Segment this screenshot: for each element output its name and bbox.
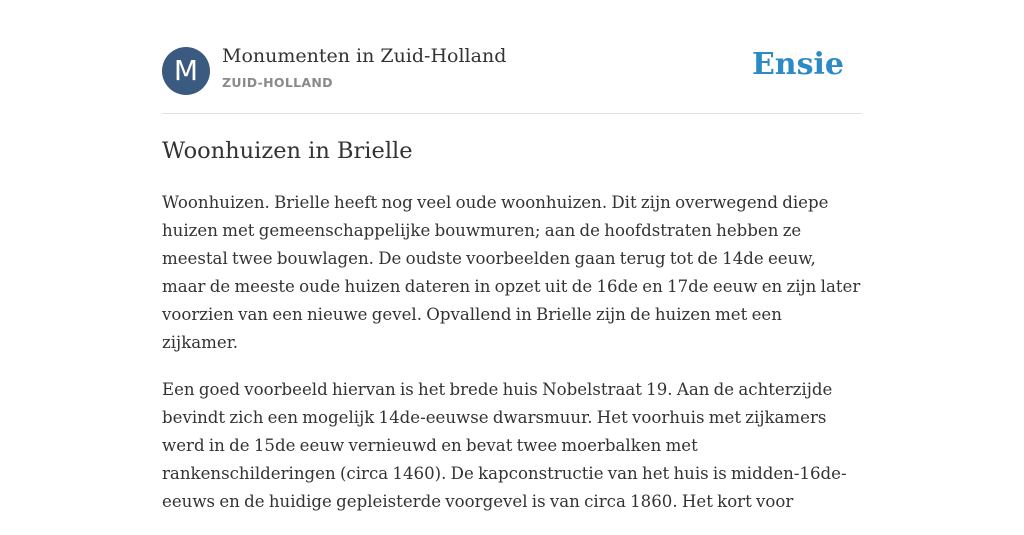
article-body <box>162 189 862 535</box>
article-title: Woonhuizen in Brielle <box>162 138 413 164</box>
ensie-logo-link[interactable]: Ensie <box>751 47 844 82</box>
site-header <box>162 0 862 114</box>
article-paragraph: Woonhuizen. Brielle heeft nog veel oude woonhuizen. Dit zijn overwegend diepe huizen met gemeenschappelijke bouwmuren; aan de hoofdstraten hebben ze meestal twee bouwlagen. De oudste voorbeelden gaan terug tot de 14de eeuw, maar de meeste oude huizen dateren in opzet uit de 16de en 17de eeuw en zijn later voorzien van een nieuwe gevel. Opvallend in Brielle zijn de huizen met een zijkamer. <box>162 193 861 352</box>
article-paragraph: Een goed voorbeeld hiervan is het brede huis Nobelstraat 19. Aan de achterzijde bevindt zich een mogelijk 14de-eeuwse dwarsmuur. Het voorhuis met zijkamers werd in de 15de eeuw vernieuwd en bevat twee moerbalken met rankenschilderingen (circa 1460). De kapconstructie van het huis is midden-16de-eeuws en de huidige gepleisterde voorgevel is van circa 1860. Het kort voor <box>162 380 847 511</box>
avatar[interactable]: M <box>162 47 210 95</box>
page-container <box>162 0 862 511</box>
site-title-link[interactable]: Monumenten in Zuid-Holland <box>222 45 507 67</box>
site-subtitle: ZUID-HOLLAND <box>222 75 333 90</box>
